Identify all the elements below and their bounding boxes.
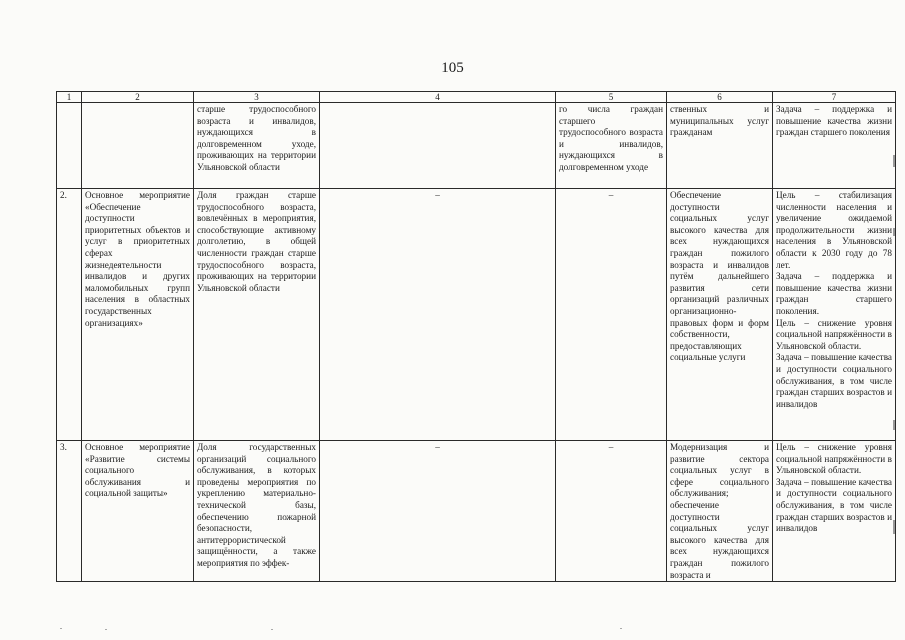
scan-edge-mark	[893, 520, 895, 534]
col7-cell: Задача – поддержка и повышение качества жизни граждан старшего поколения	[773, 103, 896, 189]
column-header: 6	[667, 92, 773, 103]
measure-cell: Основное мероприятие «Развитие системы социального обслуживания и социальной защиты»	[82, 441, 194, 582]
table-row	[57, 189, 896, 441]
col6-cell: ственных и муниципальных услуг гражданам	[667, 103, 773, 189]
scan-dot	[620, 628, 622, 629]
col4-cell: –	[320, 441, 556, 582]
col5-cell: го числа граждан старшего трудоспособного возраста и инвалидов, нуждающихся в долговременном уходе	[556, 103, 667, 189]
measure-cell	[82, 103, 194, 189]
col6-cell: Обеспечение доступности социальных услуг высокого качества для всех нуждающихся граждан пожилого возраста и инвалидов путём дальнейшего развития сети организаций различных организационно-правовых форм и форм собственности, предоставляющих социальные услуги	[667, 189, 773, 441]
scan-dot	[105, 629, 107, 630]
table-row	[57, 441, 896, 582]
column-header: 7	[773, 92, 896, 103]
row-number	[57, 103, 82, 189]
col5-cell: –	[556, 441, 667, 582]
scan-dot	[271, 629, 273, 630]
col7-cell: Цель – стабилизация численности населения и увеличение ожидаемой продолжительности жизни населения в Ульяновской области к 2030 году до 78 лет. Задача – поддержка и повышение качества жизни граждан старшего поколения. Цель – снижение уровня социальной напряжённости в Ульяновской области. Задача – повышение качества и доступности социального обслуживания, в том числе граждан старших возрастов и инвалидов	[773, 189, 896, 441]
table-row	[57, 103, 896, 189]
scan-dot	[60, 628, 62, 629]
indicator-cell: Доля граждан старше трудоспособного возраста, вовлечённых в мероприятия, способствующие активному долголетию, в общей численности граждан старше трудоспособного возраста, проживающих на территории Ульяновской области	[194, 189, 320, 441]
col4-cell: –	[320, 189, 556, 441]
column-header: 1	[57, 92, 82, 103]
scan-edge-mark	[893, 420, 895, 430]
header-row	[57, 92, 896, 103]
column-header: 4	[320, 92, 556, 103]
column-header: 2	[82, 92, 194, 103]
program-table	[56, 91, 896, 582]
scan-edge-mark	[893, 155, 895, 167]
scan-edge-mark	[893, 228, 895, 236]
row-number: 3.	[57, 441, 82, 582]
column-header: 3	[194, 92, 320, 103]
page-number: 105	[441, 60, 464, 76]
col6-cell: Модернизация и развитие сектора социальных услуг в сфере социального обслуживания; обеспечение доступности социальных услуг высокого качества для всех нуждающихся граждан пожилого возраста и	[667, 441, 773, 582]
col4-cell	[320, 103, 556, 189]
indicator-cell: Доля государственных организаций социального обслуживания, в которых проведены мероприятия по укреплению материально-технической базы, обеспечению пожарной безопасности, антитеррористической защищённости, а также мероприятия по эффек-	[194, 441, 320, 582]
col5-cell: –	[556, 189, 667, 441]
column-header: 5	[556, 92, 667, 103]
col7-cell: Цель – снижение уровня социальной напряжённости в Ульяновской области. Задача – повышение качества и доступности социального обслуживания, в том числе граждан старших возрастов и инвалидов	[773, 441, 896, 582]
indicator-cell: старше трудоспособного возраста и инвалидов, нуждающихся в долговременном уходе, проживающих на территории Ульяновской области	[194, 103, 320, 189]
measure-cell: Основное мероприятие «Обеспечение доступности приоритетных объектов и услуг в приоритетных сферах жизнедеятельности инвалидов и других маломобильных групп населения в областных государственных организациях»	[82, 189, 194, 441]
row-number: 2.	[57, 189, 82, 441]
